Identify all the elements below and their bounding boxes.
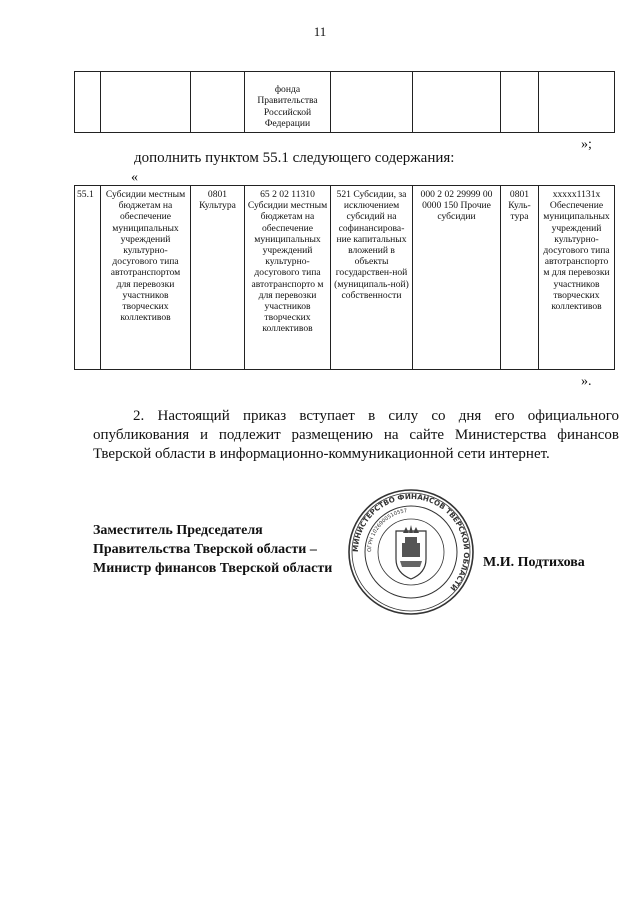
closing-mark: ». (581, 374, 592, 389)
seal-inner-text: ОГРН 1026900510557 (366, 508, 408, 553)
table-row (75, 186, 615, 370)
table-cell: Субсидии местным бюджетам на обеспечение муниципальных учреждений культурно-досугового типа автотранспортом для перевозки участников творческих коллективов (101, 186, 191, 370)
signatory-name: М.И. Подтихова (483, 555, 585, 570)
seal-outer-text: МИНИСТЕРСТВО ФИНАНСОВ ТВЕРСКОЙ ОБЛАСТИ (350, 491, 472, 593)
table-cell (413, 72, 501, 133)
table-cell: 521 Субсидии, за исключением субсидий на софинансирова-ние капитальных вложений в объекты государствен-ной (муниципаль-ной) собственности (331, 186, 413, 370)
signatory-line: Министр финансов Тверской области (93, 561, 333, 576)
table-cell (101, 72, 191, 133)
table-cell (75, 72, 101, 133)
table-cell: фонда Правительства Российской Федерации (245, 72, 331, 133)
amendment-intro: дополнить пунктом 55.1 следующего содержания: (134, 150, 455, 166)
table-cell (501, 72, 539, 133)
page-number: 11 (313, 24, 327, 39)
table-cell: 55.1 (75, 186, 101, 370)
table-row (75, 72, 615, 133)
official-seal (346, 487, 476, 617)
seal-icon (346, 487, 476, 617)
table-cell: 000 2 02 29999 00 0000 150 Прочие субсидии (413, 186, 501, 370)
opening-quote: « (131, 170, 138, 185)
signatory-line: Заместитель Председателя (93, 523, 263, 538)
table-cell: xxxxx1131x Обеспечение муниципальных учреждений культурно-досугового типа автотранспорто м для перевозки участников творческих коллективов (539, 186, 615, 370)
table-cell: 65 2 02 11310 Субсидии местным бюджетам на обеспечение муниципальных учреждений культурно-досугового типа автотранспорто м для перевозки участников творческих коллективов (245, 186, 331, 370)
signatory-line: Правительства Тверской области – (93, 542, 317, 557)
signatory-title (93, 521, 332, 578)
closing-mark: »; (581, 137, 592, 152)
table-cell (191, 72, 245, 133)
paragraph-2: 2. Настоящий приказ вступает в силу со дня его официального опубликования и подлежит размещению на сайте Министерства финансов Тверской области в информационно-коммуникационной сети интернет. (93, 408, 619, 462)
table-cell (331, 72, 413, 133)
table-cell: 0801 Куль-тура (501, 186, 539, 370)
table-cell (539, 72, 615, 133)
table-top-fragment (74, 71, 615, 133)
table-cell: 0801 Культура (191, 186, 245, 370)
table-item-55-1 (74, 185, 615, 370)
